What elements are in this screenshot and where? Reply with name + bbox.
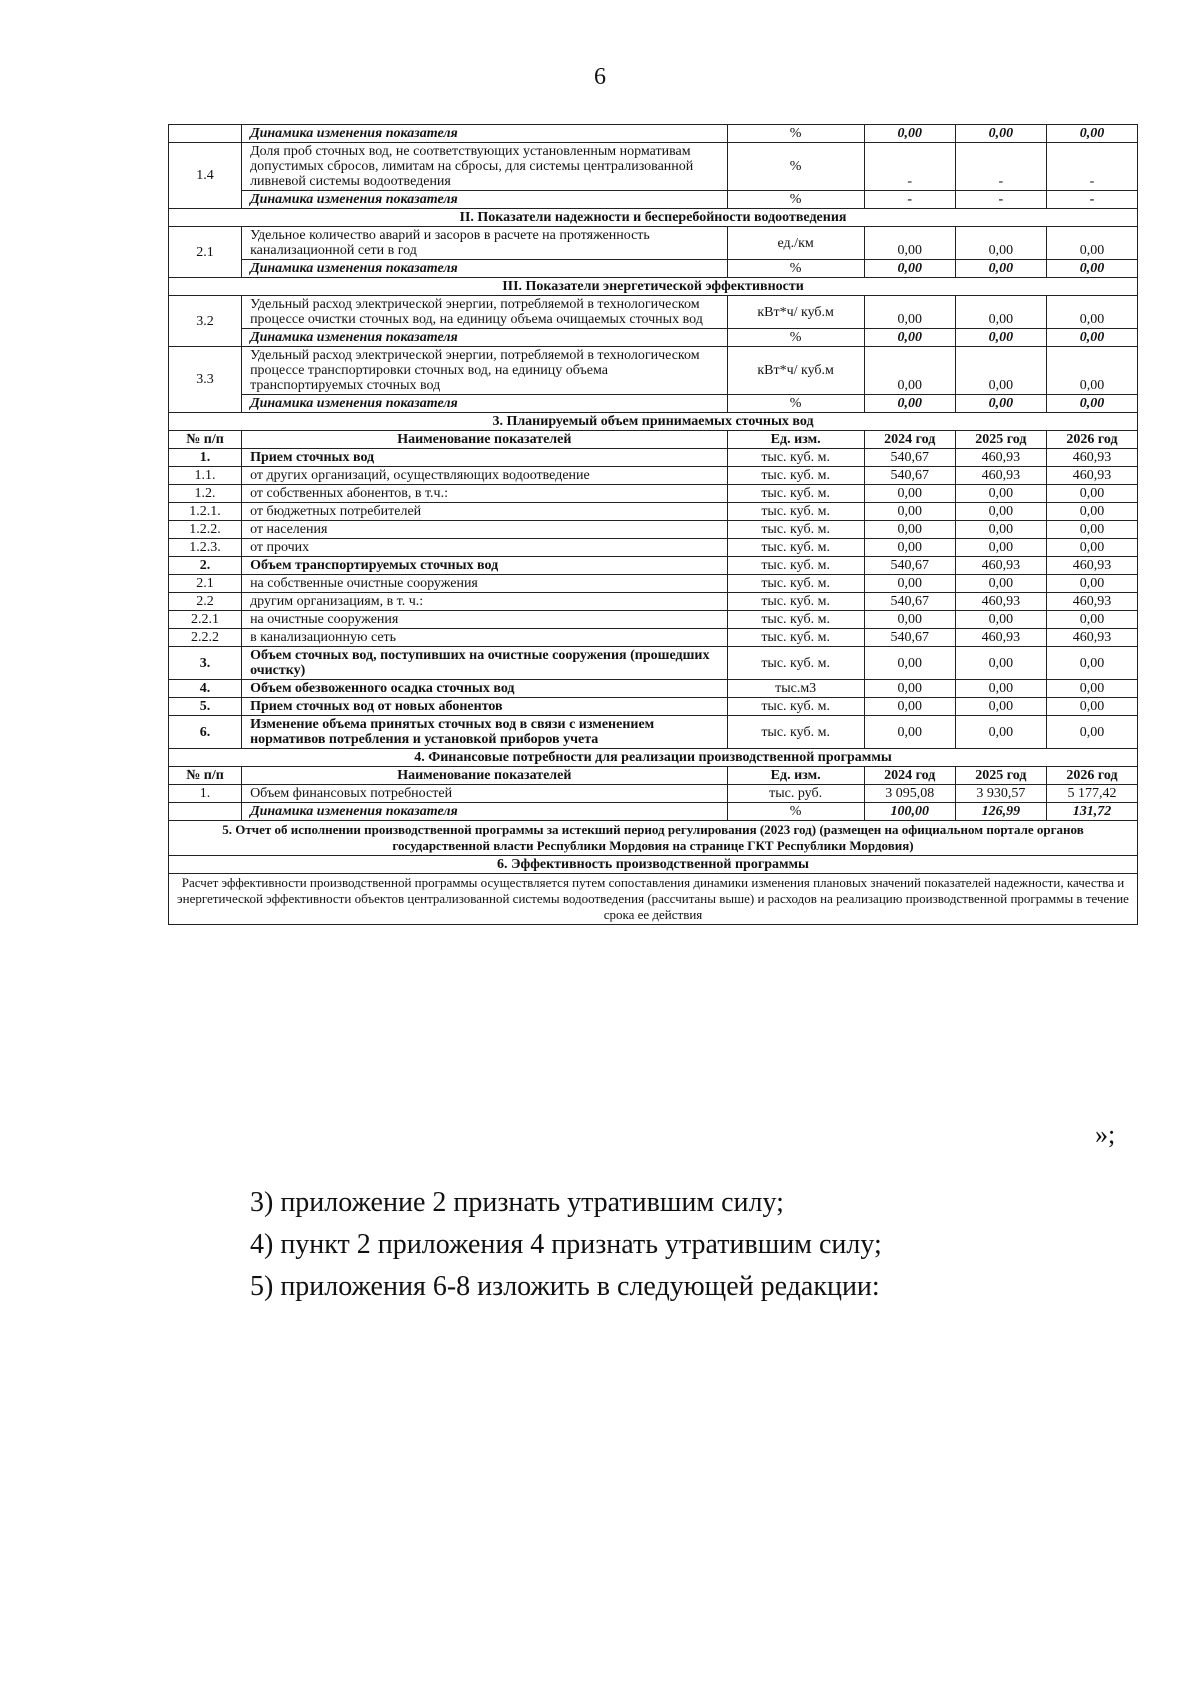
- row-name: Удельный расход электрической энергии, потребляемой в технологическом процессе транспортировки сточных вод, на единицу объема транспортируемых сточных вод: [242, 347, 728, 395]
- table-row: [169, 449, 1138, 467]
- page-number: 6: [594, 64, 606, 90]
- row-unit: %: [727, 395, 864, 413]
- row-name: Объем обезвоженного осадка сточных вод: [242, 680, 728, 698]
- value-2025: 0,00: [955, 260, 1046, 278]
- value-2026: 0,00: [1046, 395, 1137, 413]
- header-cell: Наименование показателей: [242, 767, 728, 785]
- value-2025: -: [955, 191, 1046, 209]
- value-2026: 0,00: [1046, 539, 1137, 557]
- row-name: Удельный расход электрической энергии, потребляемой в технологическом процессе очистки сточных вод, на единицу объема очищаемых сточных вод: [242, 296, 728, 329]
- row-name: в канализационную сеть: [242, 629, 728, 647]
- section-6-text: [169, 874, 1138, 925]
- row-number: 2.1: [169, 227, 242, 278]
- table-row: [169, 593, 1138, 611]
- report-note: 5. Отчет об исполнении производственной программы за истекший период регулирования (2023 год) (размещен на официальном портале органов государственной власти Республики Мордовия на странице ГКТ Республики Мордовия): [169, 821, 1138, 856]
- row-number: 3.2: [169, 296, 242, 347]
- header-cell: 2025 год: [955, 767, 1046, 785]
- value-2024: 100,00: [864, 803, 955, 821]
- amendment-list: [250, 1182, 882, 1308]
- value-2025: 0,00: [955, 125, 1046, 143]
- row-number: 2.2: [169, 593, 242, 611]
- value-2024: 540,67: [864, 593, 955, 611]
- table-row-2-1-dynamics: [169, 260, 1138, 278]
- value-2024: 0,00: [864, 503, 955, 521]
- row-unit: %: [727, 143, 864, 191]
- value-2025: 460,93: [955, 629, 1046, 647]
- closing-quote: »;: [1095, 1120, 1116, 1149]
- value-2025: 0,00: [955, 716, 1046, 749]
- table-row: [169, 611, 1138, 629]
- value-2026: 0,00: [1046, 125, 1137, 143]
- table-row-1-4: [169, 143, 1138, 191]
- table-row-1-4-dynamics: [169, 191, 1138, 209]
- value-2025: 460,93: [955, 593, 1046, 611]
- row-unit: кВт*ч/ куб.м: [727, 296, 864, 329]
- header-cell: № п/п: [169, 767, 242, 785]
- value-2025: 0,00: [955, 680, 1046, 698]
- value-2024: 0,00: [864, 395, 955, 413]
- section-5: [169, 821, 1138, 856]
- value-2025: 460,93: [955, 467, 1046, 485]
- table-row: [169, 647, 1138, 680]
- value-2025: 0,00: [955, 647, 1046, 680]
- row-unit: тыс.м3: [727, 680, 864, 698]
- table-row: [169, 521, 1138, 539]
- table-row: [169, 716, 1138, 749]
- row-number: 3.3: [169, 347, 242, 413]
- row-name: Доля проб сточных вод, не соответствующих установленным нормативам допустимых сбросов, лимитам на сбросы, для системы централизованной ливневой системы водоотведения: [242, 143, 728, 191]
- value-2026: 0,00: [1046, 347, 1137, 395]
- row-unit: тыс. куб. м.: [727, 611, 864, 629]
- section-heading: [169, 749, 1138, 767]
- header-cell: Ед. изм.: [727, 431, 864, 449]
- value-2026: 0,00: [1046, 296, 1137, 329]
- value-2024: 0,00: [864, 611, 955, 629]
- table-row: [169, 680, 1138, 698]
- row-number: 1.: [169, 785, 242, 803]
- row-unit: %: [727, 260, 864, 278]
- table-row-2-1: [169, 227, 1138, 260]
- table-row: [169, 575, 1138, 593]
- value-2025: 0,00: [955, 395, 1046, 413]
- value-2026: -: [1046, 143, 1137, 191]
- row-name: другим организациям, в т. ч.:: [242, 593, 728, 611]
- table-row: [169, 698, 1138, 716]
- row-unit: тыс. руб.: [727, 785, 864, 803]
- row-name: Объем сточных вод, поступивших на очистные сооружения (прошедших очистку): [242, 647, 728, 680]
- row-unit: тыс. куб. м.: [727, 521, 864, 539]
- table-row: [169, 467, 1138, 485]
- row-number: 1.4: [169, 143, 242, 209]
- row-unit: %: [727, 803, 864, 821]
- value-2025: 0,00: [955, 698, 1046, 716]
- row-name: Динамика изменения показателя: [242, 260, 728, 278]
- row-number: 2.2.1: [169, 611, 242, 629]
- table-row-financial: [169, 785, 1138, 803]
- header-cell: 2025 год: [955, 431, 1046, 449]
- value-2025: 0,00: [955, 611, 1046, 629]
- value-2025: 0,00: [955, 575, 1046, 593]
- value-2025: 0,00: [955, 347, 1046, 395]
- value-2024: 0,00: [864, 329, 955, 347]
- table-row-financial-dynamics: [169, 803, 1138, 821]
- table-row-dynamics-top: [169, 125, 1138, 143]
- value-2025: 0,00: [955, 227, 1046, 260]
- value-2026: 0,00: [1046, 716, 1137, 749]
- value-2024: -: [864, 191, 955, 209]
- volume-rows: [169, 449, 1138, 749]
- row-unit: тыс. куб. м.: [727, 593, 864, 611]
- value-2026: 0,00: [1046, 485, 1137, 503]
- value-2026: 460,93: [1046, 629, 1137, 647]
- header-cell: 2026 год: [1046, 431, 1137, 449]
- indicators-table: [168, 124, 1138, 925]
- row-number: 1.2.3.: [169, 539, 242, 557]
- value-2026: 460,93: [1046, 557, 1137, 575]
- header-cell: Ед. изм.: [727, 767, 864, 785]
- section-heading: [169, 856, 1138, 874]
- value-2026: 0,00: [1046, 575, 1137, 593]
- row-number: 5.: [169, 698, 242, 716]
- row-number: 1.: [169, 449, 242, 467]
- value-2024: 0,00: [864, 539, 955, 557]
- value-2025: 0,00: [955, 503, 1046, 521]
- section-title: II. Показатели надежности и бесперебойности водоотведения: [169, 209, 1138, 227]
- row-number: 1.2.2.: [169, 521, 242, 539]
- value-2024: 0,00: [864, 260, 955, 278]
- row-unit: тыс. куб. м.: [727, 539, 864, 557]
- row-unit: кВт*ч/ куб.м: [727, 347, 864, 395]
- table-row-3-3: [169, 347, 1138, 395]
- row-name: на собственные очистные сооружения: [242, 575, 728, 593]
- value-2024: 0,00: [864, 521, 955, 539]
- row-unit: %: [727, 125, 864, 143]
- row-name: от собственных абонентов, в т.ч.:: [242, 485, 728, 503]
- row-unit: тыс. куб. м.: [727, 485, 864, 503]
- value-2024: 0,00: [864, 485, 955, 503]
- row-name: Динамика изменения показателя: [242, 329, 728, 347]
- row-name: Динамика изменения показателя: [242, 191, 728, 209]
- section-heading: [169, 278, 1138, 296]
- row-number: 1.1.: [169, 467, 242, 485]
- table-row: [169, 539, 1138, 557]
- value-2026: 5 177,42: [1046, 785, 1137, 803]
- value-2026: 460,93: [1046, 449, 1137, 467]
- row-name: Динамика изменения показателя: [242, 395, 728, 413]
- value-2026: 0,00: [1046, 698, 1137, 716]
- row-unit: тыс. куб. м.: [727, 467, 864, 485]
- table-row: [169, 485, 1138, 503]
- value-2024: 0,00: [864, 296, 955, 329]
- header-cell: 2024 год: [864, 767, 955, 785]
- header-row: [169, 431, 1138, 449]
- row-name: Удельное количество аварий и засоров в расчете на протяженность канализационной сети в год: [242, 227, 728, 260]
- table-row: [169, 557, 1138, 575]
- section-title: 4. Финансовые потребности для реализации производственной программы: [169, 749, 1138, 767]
- value-2024: -: [864, 143, 955, 191]
- value-2026: -: [1046, 191, 1137, 209]
- row-number: 1.2.: [169, 485, 242, 503]
- row-unit: тыс. куб. м.: [727, 503, 864, 521]
- list-item: 5) приложения 6-8 изложить в следующей редакции:: [250, 1271, 880, 1302]
- value-2026: 131,72: [1046, 803, 1137, 821]
- value-2024: 0,00: [864, 716, 955, 749]
- value-2025: 3 930,57: [955, 785, 1046, 803]
- value-2025: 126,99: [955, 803, 1046, 821]
- value-2026: 0,00: [1046, 227, 1137, 260]
- value-2026: 460,93: [1046, 593, 1137, 611]
- row-name: от бюджетных потребителей: [242, 503, 728, 521]
- row-number: 2.2.2: [169, 629, 242, 647]
- row-number: 1.2.1.: [169, 503, 242, 521]
- value-2024: 0,00: [864, 347, 955, 395]
- row-unit: тыс. куб. м.: [727, 629, 864, 647]
- row-number: 3.: [169, 647, 242, 680]
- section-title: 3. Планируемый объем принимаемых сточных вод: [169, 413, 1138, 431]
- value-2025: 0,00: [955, 329, 1046, 347]
- row-name: от прочих: [242, 539, 728, 557]
- row-unit: %: [727, 329, 864, 347]
- value-2026: 0,00: [1046, 611, 1137, 629]
- row-name: Динамика изменения показателя: [242, 125, 728, 143]
- value-2025: 460,93: [955, 449, 1046, 467]
- row-unit: тыс. куб. м.: [727, 575, 864, 593]
- value-2024: 0,00: [864, 647, 955, 680]
- value-2025: 0,00: [955, 521, 1046, 539]
- header-cell: 2024 год: [864, 431, 955, 449]
- row-unit: тыс. куб. м.: [727, 647, 864, 680]
- row-number: 4.: [169, 680, 242, 698]
- header-cell: № п/п: [169, 431, 242, 449]
- row-name: на очистные сооружения: [242, 611, 728, 629]
- value-2024: 540,67: [864, 629, 955, 647]
- value-2026: 0,00: [1046, 647, 1137, 680]
- header-cell: 2026 год: [1046, 767, 1137, 785]
- row-number: 2.: [169, 557, 242, 575]
- value-2025: 0,00: [955, 539, 1046, 557]
- efficiency-note: Расчет эффективности производственной программы осуществляется путем сопоставления динамики изменения плановых значений показателей надежности, качества и энергетической эффективности объектов централизованной системы водоотведения (рассчитаны выше) и расходов на реализацию производственной программы в течение срока ее действия: [169, 874, 1138, 925]
- section-heading: [169, 413, 1138, 431]
- value-2026: 0,00: [1046, 521, 1137, 539]
- header-cell: Наименование показателей: [242, 431, 728, 449]
- value-2024: 0,00: [864, 698, 955, 716]
- table-row-3-2-dynamics: [169, 329, 1138, 347]
- value-2024: 540,67: [864, 557, 955, 575]
- value-2026: 0,00: [1046, 329, 1137, 347]
- value-2024: 540,67: [864, 467, 955, 485]
- section-heading: [169, 209, 1138, 227]
- value-2026: 0,00: [1046, 680, 1137, 698]
- value-2024: 0,00: [864, 575, 955, 593]
- value-2026: 0,00: [1046, 260, 1137, 278]
- row-unit: тыс. куб. м.: [727, 716, 864, 749]
- value-2024: 540,67: [864, 449, 955, 467]
- row-unit: %: [727, 191, 864, 209]
- row-unit: тыс. куб. м.: [727, 698, 864, 716]
- value-2025: -: [955, 143, 1046, 191]
- row-name: от других организаций, осуществляющих водоотведение: [242, 467, 728, 485]
- row-name: Изменение объема принятых сточных вод в связи с изменением нормативов потребления и установкой приборов учета: [242, 716, 728, 749]
- value-2024: 0,00: [864, 680, 955, 698]
- row-name: Прием сточных вод от новых абонентов: [242, 698, 728, 716]
- value-2026: 460,93: [1046, 467, 1137, 485]
- section-title: III. Показатели энергетической эффективности: [169, 278, 1138, 296]
- section-title: 6. Эффективность производственной программы: [169, 856, 1138, 874]
- table-row-3-2: [169, 296, 1138, 329]
- row-number: 2.1: [169, 575, 242, 593]
- value-2024: 0,00: [864, 227, 955, 260]
- row-unit: тыс. куб. м.: [727, 557, 864, 575]
- header-row: [169, 767, 1138, 785]
- row-name: Динамика изменения показателя: [242, 803, 728, 821]
- row-name: Объем финансовых потребностей: [242, 785, 728, 803]
- row-name: Объем транспортируемых сточных вод: [242, 557, 728, 575]
- row-unit: ед./км: [727, 227, 864, 260]
- list-item: 4) пункт 2 приложения 4 признать утратившим силу;: [250, 1229, 882, 1260]
- value-2025: 0,00: [955, 296, 1046, 329]
- table-row: [169, 629, 1138, 647]
- row-name: Прием сточных вод: [242, 449, 728, 467]
- value-2025: 0,00: [955, 485, 1046, 503]
- row-unit: тыс. куб. м.: [727, 449, 864, 467]
- table-row: [169, 503, 1138, 521]
- value-2024: 3 095,08: [864, 785, 955, 803]
- value-2024: 0,00: [864, 125, 955, 143]
- list-item: 3) приложение 2 признать утратившим силу;: [250, 1187, 784, 1218]
- row-name: от населения: [242, 521, 728, 539]
- row-number: 6.: [169, 716, 242, 749]
- value-2026: 0,00: [1046, 503, 1137, 521]
- value-2025: 460,93: [955, 557, 1046, 575]
- table-row-3-3-dynamics: [169, 395, 1138, 413]
